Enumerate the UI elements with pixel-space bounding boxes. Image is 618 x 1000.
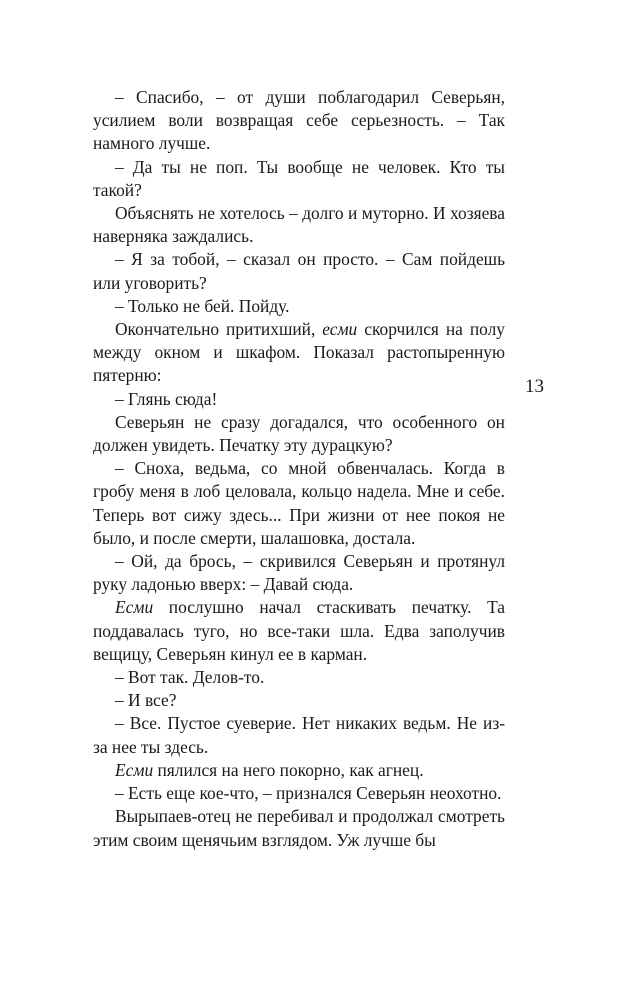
paragraph: Северьян не сразу догадался, что особенного он должен увидеть. Печатку эту дурацкую? bbox=[93, 411, 505, 456]
italic-term: Есми bbox=[115, 759, 154, 780]
paragraph: – Глянь сюда! bbox=[115, 388, 218, 409]
paragraph-segment: скорчился на полу между окном и шкафом. Показал растопыренную пятерню: bbox=[93, 319, 505, 386]
italic-term: есми bbox=[322, 319, 358, 340]
paragraph: Вырыпаев-отец не перебивал и продолжал смотреть этим своим щенячьим взглядом. Уж лучше бы bbox=[93, 806, 505, 850]
paragraph: – Все. Пустое суеверие. Нет никаких ведьм. Не из-за нее ты здесь. bbox=[93, 713, 505, 757]
paragraph: – Я за тобой, – сказал он просто. – Сам пойдешь или уговорить? bbox=[93, 249, 505, 293]
paragraph: – Спасибо, – от души поблагодарил Северьян, усилием воли возвращая себе серьезность. – Так намного лучше. bbox=[93, 87, 505, 154]
paragraph bbox=[93, 318, 505, 388]
paragraph: – Только не бей. Пойду. bbox=[115, 295, 290, 316]
paragraph bbox=[93, 759, 505, 782]
paragraph: – Ой, да брось, – скривился Северьян и протянул руку ладонью вверх: – Давай сюда. bbox=[93, 551, 505, 595]
paragraph: Объяснять не хотелось – долго и муторно. И хозяева наверняка заждались. bbox=[93, 203, 505, 247]
paragraph: – Вот так. Делов-то. bbox=[115, 667, 265, 688]
paragraph: – И все? bbox=[115, 690, 177, 711]
paragraph-segment: пялился на него покорно, как агнец. bbox=[153, 759, 424, 780]
paragraph: – Да ты не поп. Ты вообще не человек. Кто ты такой? bbox=[93, 156, 505, 200]
paragraph-segment: послушно начал стаскивать печатку. Та поддавалась туго, но все-таки шла. Едва заполучив вещицу, Северьян кинул ее в карман. bbox=[93, 597, 505, 664]
paragraph: – Есть еще кое-что, – признался Северьян неохотно. bbox=[115, 783, 502, 804]
italic-term: Есми bbox=[115, 597, 154, 618]
paragraph-segment: Окончательно притихший, bbox=[115, 319, 323, 340]
paragraph bbox=[93, 596, 505, 666]
paragraph: – Сноха, ведьма, со мной обвенчалась. Когда в гробу меня в лоб целовала, кольцо надела. Мне и себе. Теперь вот сижу здесь... При жизни от нее покоя не было, и после смерти, шалашовка, достала. bbox=[93, 458, 505, 548]
body-text bbox=[93, 86, 505, 852]
page-number: 13 bbox=[525, 376, 544, 397]
